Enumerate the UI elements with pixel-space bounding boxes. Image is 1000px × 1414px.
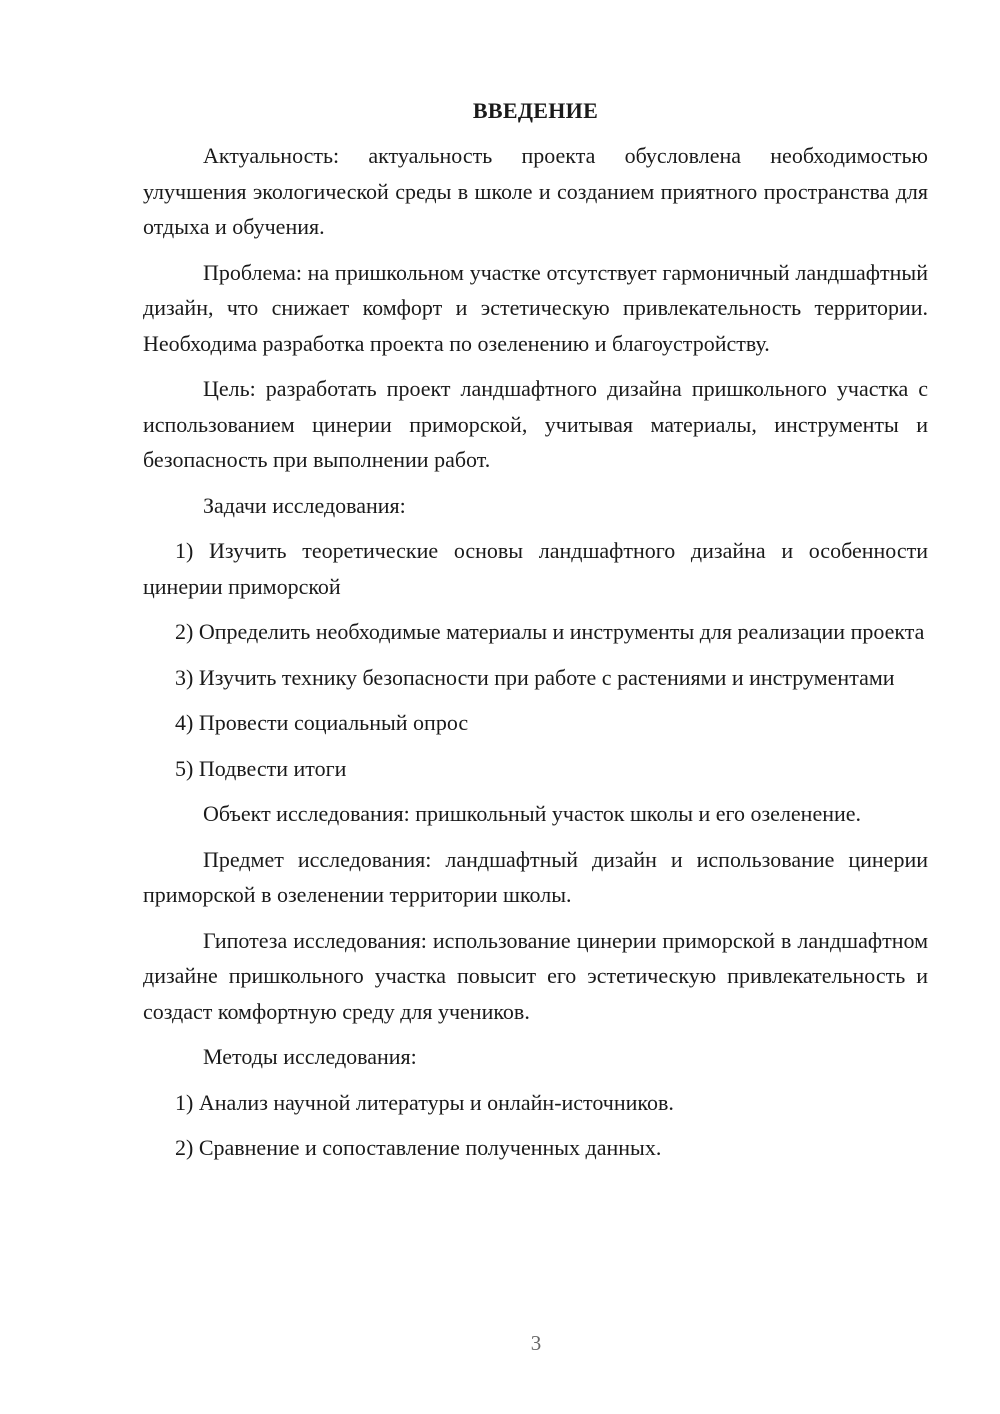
task-item: 4) Провести социальный опрос xyxy=(175,710,469,735)
method-item: 1) Анализ научной литературы и онлайн-источников. xyxy=(175,1089,674,1115)
subject-paragraph: Предмет исследования: ландшафтный дизайн и использование цинерии приморской в озеленении территории школы. xyxy=(143,846,928,907)
hypothesis-paragraph: Гипотеза исследования: использование цинерии приморской в ландшафтном дизайне пришкольного участка повысит его эстетическую привлекательность и создаст комфортную среду для учеников. xyxy=(143,927,928,1024)
page-content xyxy=(143,93,928,1176)
method-item: 2) Сравнение и сопоставление полученных данных. xyxy=(175,1135,662,1160)
tasks-heading: Задачи исследования: xyxy=(203,492,406,518)
task-item: 1) Изучить теоретические основы ландшафтного дизайна и особенности цинерии приморской xyxy=(143,538,928,599)
section-title: ВВЕДЕНИЕ xyxy=(472,98,599,123)
task-item: 2) Определить необходимые материалы и инструменты для реализации проекта xyxy=(175,619,925,644)
relevance-paragraph: Актуальность: актуальность проекта обусловлена необходимостью улучшения экологической среды в школе и созданием приятного пространства для отдыха и обучения. xyxy=(143,143,928,239)
object-paragraph: Объект исследования: пришкольный участок школы и его озеленение. xyxy=(203,801,862,826)
task-item: 5) Подвести итоги xyxy=(175,755,347,781)
task-item: 3) Изучить технику безопасности при работе с растениями и инструментами xyxy=(175,664,895,690)
goal-paragraph: Цель: разработать проект ландшафтного дизайна пришкольного участка с использованием цинерии приморской, учитывая материалы, инструменты и безопасность при выполнении работ. xyxy=(143,376,928,472)
problem-paragraph: Проблема: на пришкольном участке отсутствует гармоничный ландшафтный дизайн, что снижает комфорт и эстетическую привлекательность территории. Необходима разработка проекта по озеленению и благоустройству. xyxy=(143,259,928,356)
page-number: 3 xyxy=(530,1331,542,1355)
methods-heading: Методы исследования: xyxy=(203,1044,417,1069)
